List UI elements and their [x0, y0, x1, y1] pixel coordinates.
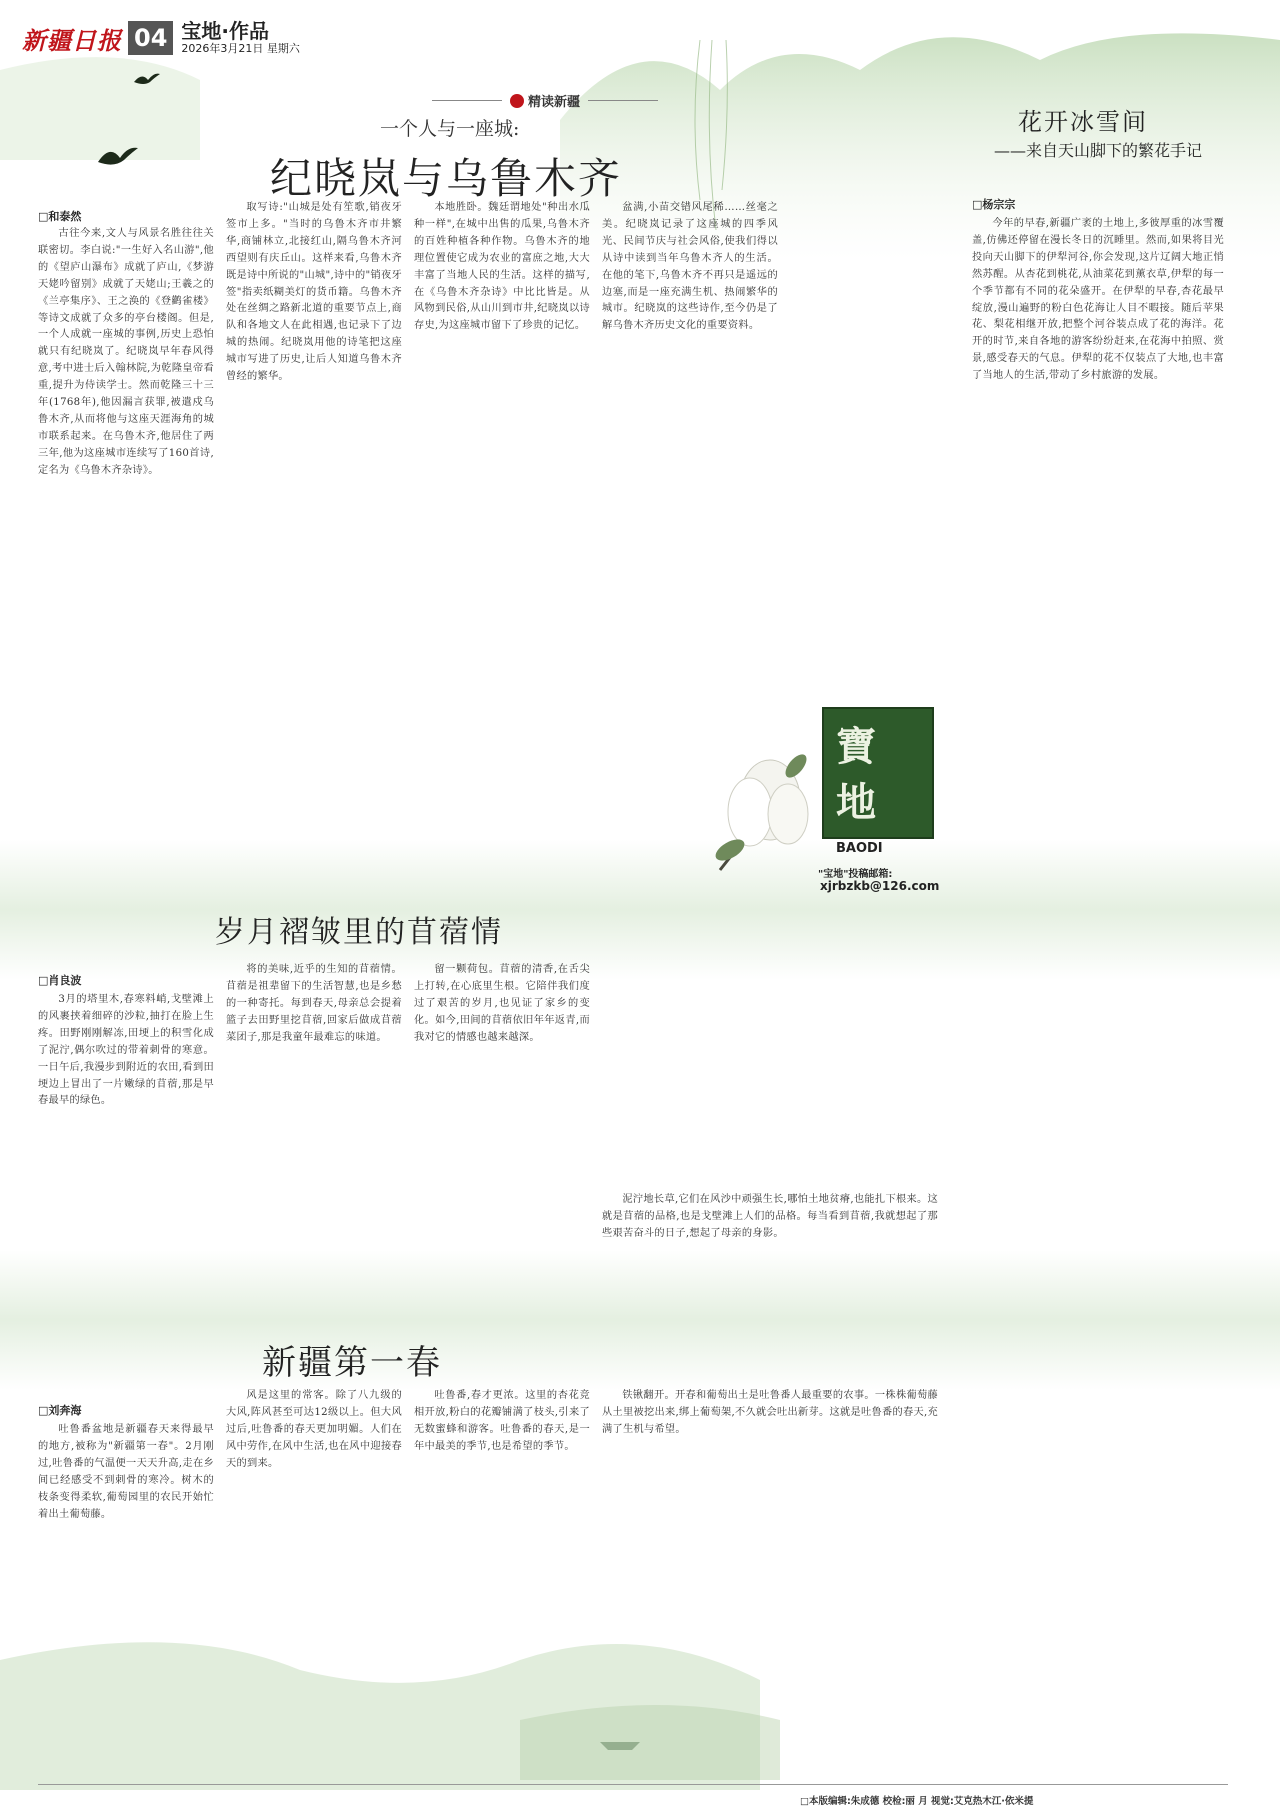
article1-column-4-text: 盆满,小苗交错风尾稀……丝毫之美。纪晓岚记录了这座城的四季风光、民间节庆与社会风俗,使我们得以从诗中读到当年乌鲁木齐人的生活。在他的笔下,乌鲁木齐不再只是遥远的边塞,而是一座充满生机、热闹繁华的城市。纪晓岚的这些诗作,至今仍是了解乌鲁木齐历史文化的重要资料。 [602, 202, 778, 332]
badge-rule-right [588, 100, 658, 101]
sidebar-body-text: 今年的早春,新疆广袤的土地上,多彼厚重的冰雪覆盖,仿佛还停留在漫长冬日的沉睡里。然而,如果将目光投向天山脚下的伊犁河谷,你会发现,这片辽阔大地正悄然苏醒。从杏花到桃花,从油菜花到薰衣草,伊犁的每一个季节都有不同的花朵盛开。在伊犁的早春,杏花最早绽放,漫山遍野的粉白色花海让人目不暇接。随后苹果花、梨花相继开放,把整个河谷装点成了花的海洋。花开的时节,来自各地的游客纷纷赶来,在花海中拍照、赏景,感受春天的气息。伊犁的花不仅装点了大地,也丰富了当地人的生活,带动了乡村旅游的发展。 [972, 218, 1224, 382]
badge-label: 精读新疆 [528, 95, 581, 110]
sidebar-header [952, 102, 1232, 188]
article3-column-4 [602, 1388, 938, 1678]
article3-byline: □刘奔海 [38, 1404, 82, 1417]
baodi-column-badge [818, 707, 946, 893]
article1-column-3-text: 本地胜卧。魏廷谓地处"种出水瓜种一样",在城中出售的瓜果,乌鲁木齐的百姓种植各种作物。乌鲁木齐的地理位置使它成为农业的富庶之地,大大丰富了当地人民的生活。这样的描写,在《乌鲁木齐杂诗》中比比皆是。从风物到民俗,从山川到市井,纪晓岚以诗存史,为这座城市留下了珍贵的记忆。 [414, 202, 590, 332]
badge-rule-left [432, 100, 502, 101]
baodi-pinyin: BAODI [836, 841, 883, 856]
swallow-icon-large [96, 142, 140, 170]
article2-column-1 [38, 992, 214, 1304]
sidebar-subtitle: ——来自天山脚下的繁花手记 [994, 141, 1203, 160]
sidebar-title: 花开冰雪间 [1018, 108, 1148, 136]
baodi-glyph-2: 地 [836, 779, 876, 826]
baodi-seal [822, 707, 934, 839]
article3-column-1 [38, 1422, 214, 1760]
article3-column-2 [226, 1388, 402, 1760]
article1-column-2 [226, 200, 402, 876]
article2-title: 岁月褶皱里的苜蓿情 [215, 915, 503, 950]
sidebar-byline: □杨宗宗 [972, 198, 1016, 211]
footer-rule [38, 1784, 1228, 1785]
submission-email-label: "宝地"投稿邮箱: [818, 869, 893, 880]
article2-column-1-text: 3月的塔里木,春寒料峭,戈壁滩上的风裹挟着细碎的沙粒,抽打在脸上生疼。田野刚刚解冻,田埂上的积雪化成了泥泞,偶尔吹过的带着刺骨的寒意。一日午后,我漫步到附近的农田,看到田埂边上冒出了一片嫩绿的苜蓿,那是早春最早的绿色。 [38, 994, 214, 1107]
article2-column-3-text: 留一颗荷包。苜蓿的清香,在舌尖上打转,在心底里生根。它陪伴我们度过了艰苦的岁月,也见证了家乡的变化。如今,田间的苜蓿依旧年年返青,而我对它的情感也越来越深。 [414, 964, 590, 1043]
article2-column-4-text: 泥泞地长草,它们在风沙中顽强生长,哪怕土地贫瘠,也能扎下根来。这就是苜蓿的品格,也是戈壁滩上人们的品格。每当看到苜蓿,我就想起了那些艰苦奋斗的日子,想起了母亲的身影。 [602, 1194, 938, 1239]
article1-column-1-text: 古往今来,文人与风景名胜往往关联密切。李白说:"一生好入名山游",他的《望庐山瀑布》成就了庐山,《梦游天姥吟留别》成就了天姥山;王羲之的《兰亭集序》、王之涣的《登鹳雀楼》等诗文成就了众多的亭台楼阁。但是,一个人成就一座城的事例,历史上恐怕就只有纪晓岚了。纪晓岚早年春风得意,考中进士后入翰林院,为乾隆皇帝看重,提升为侍读学士。然而乾隆三十三年(1768年),他因漏言获罪,被遣戍乌鲁木齐,从而将他与这座天涯海角的城市联系起来。在乌鲁木齐,他居住了两三年,他为这座城市连续写了160首诗,定名为《乌鲁木齐杂诗》。 [38, 228, 214, 476]
article3-column-3 [414, 1388, 590, 1760]
swallow-icon [132, 70, 162, 88]
article3-title: 新疆第一春 [262, 1343, 442, 1383]
magnolia-flower-illustration [700, 720, 820, 880]
article1-column-3 [414, 200, 590, 876]
article2-column-2 [226, 962, 402, 1304]
masthead [22, 18, 300, 58]
article2-column-3 [414, 962, 590, 1304]
article1-title: 纪晓岚与乌鲁木齐 [270, 154, 623, 203]
article3-column-1-text: 吐鲁番盆地是新疆春天来得最早的地方,被称为"新疆第一春"。2月刚过,吐鲁番的气温便一天天升高,走在乡间已经感受不到刺骨的寒冷。树木的枝条变得柔软,葡萄园里的农民开始忙着出土葡萄藤。 [38, 1424, 214, 1520]
sidebar-body [972, 216, 1224, 1776]
issue-date: 2026年3月21日 星期六 [181, 42, 300, 56]
newspaper-logo: 新疆日报 [22, 25, 122, 55]
article3-column-3-text: 吐鲁番,春才更浓。这里的杏花竞相开放,粉白的花瓣铺满了枝头,引来了无数蜜蜂和游客。吐鲁番的春天,是一年中最美的季节,也是希望的季节。 [414, 1390, 590, 1452]
article2-column-4 [602, 1192, 938, 1316]
article3-column-4-text: 铁锹翻开。开春和葡萄出土是吐鲁番人最重要的农事。一株株葡萄藤从土里被挖出来,绑上葡萄架,不久就会吐出新芽。这就是吐鲁番的春天,充满了生机与希望。 [602, 1390, 938, 1435]
article3-column-2-text: 风是这里的常客。除了八九级的大风,阵风甚至可达12级以上。但大风过后,吐鲁番的春天更加明媚。人们在风中劳作,在风中生活,也在风中迎接春天的到来。 [226, 1390, 402, 1469]
article2-byline: □肖良波 [38, 974, 82, 987]
article1-column-1 [38, 226, 214, 876]
section-badge [424, 91, 666, 110]
article1-kicker: 一个人与一座城: [380, 118, 520, 140]
badge-dot-icon [510, 94, 524, 108]
page-number: 04 [128, 21, 173, 55]
masthead-info [181, 20, 300, 56]
article1-byline: □和泰然 [38, 210, 82, 223]
article1-column-2-text: 取写诗:"山城是处有笙歌,销夜牙签市上多。"当时的乌鲁木齐市井繁华,商铺林立,北接红山,隔乌鲁木齐河西望则有庆丘山。这样来看,乌鲁木齐既是诗中所说的"山城",诗中的"销夜牙签"指卖纸糊美灯的货币籍。乌鲁木齐处在丝绸之路新北道的重要节点上,商队和各地文人在此相遇,也记录下了边城的热闹。纪晓岚用他的诗笔把这座城市写进了历史,让后人知道乌鲁木齐曾经的繁华。 [226, 202, 402, 383]
article2-column-2-text: 将的美味,近乎的生知的苜蓿情。苜蓿是祖辈留下的生活智慧,也是乡愁的一种寄托。每到春天,母亲总会提着篮子去田野里挖苜蓿,回家后做成苜蓿菜团子,那是我童年最难忘的味道。 [226, 964, 402, 1043]
section-title: 宝地·作品 [181, 19, 270, 44]
footer-credits: □本版编辑:朱成德 校检:丽 月 视觉:艾克热木江·依米提 [800, 1796, 1034, 1807]
submission-email: xjrbzkb@126.com [820, 879, 940, 893]
baodi-glyph-1: 寶 [836, 723, 876, 770]
